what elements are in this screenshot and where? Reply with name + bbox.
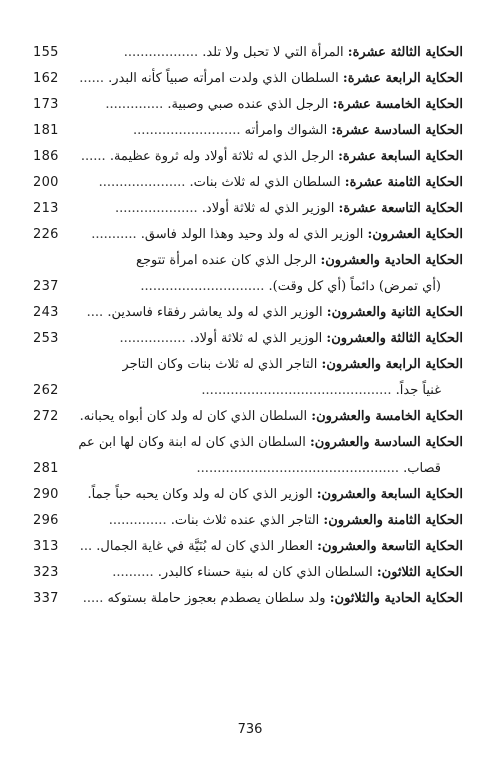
entry-text: [91, 222, 463, 248]
leader-dots: ................: [119, 331, 190, 346]
entry-text: [201, 378, 441, 404]
page-number: 162: [33, 71, 59, 86]
toc-entry-continuation: [33, 378, 463, 404]
tale-title: الحكاية الثالثة والعشرون:: [326, 331, 463, 346]
page-number: 200: [33, 175, 59, 190]
tale-title: الحكاية الثالثة عشرة:: [347, 45, 463, 60]
toc-entry: [33, 300, 463, 326]
entry-text: [115, 196, 463, 222]
tale-description: السلطان الذي ولدت امرأته صبياً كأنه البدر.: [108, 71, 343, 86]
table-of-contents: [33, 40, 463, 612]
toc-entry: [33, 352, 463, 378]
page-number: 226: [33, 227, 59, 242]
toc-entry: [33, 508, 463, 534]
tale-title: الحكاية الثانية والعشرون:: [326, 305, 463, 320]
page-number: 213: [33, 201, 59, 216]
tale-description: المرأة التي لا تحبل ولا تلد.: [202, 45, 348, 60]
tale-title: الحكاية السادسة والعشرون:: [309, 435, 463, 450]
tale-description: التاجر الذي له ثلاث بنات وكان التاجر: [122, 357, 322, 372]
leader-dots: .....: [82, 591, 108, 606]
toc-entry: [33, 118, 463, 144]
tale-description: الوزير الذي له ولد يعاشر رفقاء فاسدين.: [107, 305, 327, 320]
tale-title: الحكاية الحادية والعشرون:: [320, 253, 463, 268]
entry-text: [136, 248, 463, 274]
tale-title: الحكاية التاسعة عشرة:: [338, 201, 463, 216]
page-number: 173: [33, 97, 59, 112]
tale-description: الوزير الذي كان له ولد وكان يحبه حباً جماً.: [87, 487, 317, 502]
entry-text: [112, 560, 463, 586]
entry-text: [140, 274, 441, 300]
toc-entry: [33, 404, 463, 430]
entry-text: [78, 430, 463, 456]
tale-description: الشواك وامرأته: [244, 123, 332, 138]
tale-title: الحكاية العشرون:: [367, 227, 463, 242]
tale-title: الحكاية الثامنة عشرة:: [344, 175, 463, 190]
page-number: 181: [33, 123, 59, 138]
entry-text: [133, 118, 463, 144]
entry-text: [122, 352, 463, 378]
page-number: 313: [33, 539, 59, 554]
tale-description: السلطان الذي كان له ابنة وكان لها ابن عم: [78, 435, 310, 450]
leader-dots: ..............: [108, 513, 171, 528]
entry-text: [80, 404, 463, 430]
toc-entry: [33, 430, 463, 456]
leader-dots: ..............: [105, 97, 168, 112]
toc-entry-continuation: [33, 274, 463, 300]
page-number: 337: [33, 591, 59, 606]
page-number: 281: [33, 461, 59, 476]
entry-text: [197, 456, 441, 482]
toc-entry: [33, 586, 463, 612]
tale-description: الوزير الذي له ولد وحيد وهذا الولد فاسق.: [140, 227, 368, 242]
entry-text: [87, 300, 463, 326]
page-number: 262: [33, 383, 59, 398]
tale-description: غنياً جداً.: [395, 383, 441, 398]
page-number: 323: [33, 565, 59, 580]
page-number: 155: [33, 45, 59, 60]
leader-dots: ..............................................: [201, 383, 396, 398]
leader-dots: ....: [86, 305, 108, 320]
toc-entry: [33, 482, 463, 508]
leader-dots: ....................: [115, 201, 202, 216]
toc-entry: [33, 170, 463, 196]
leader-dots: .................................................: [196, 461, 404, 476]
page-number: 296: [33, 513, 59, 528]
leader-dots: ......: [80, 149, 110, 164]
toc-entry: [33, 560, 463, 586]
folio-page-number: 736: [237, 722, 263, 737]
toc-entry: [33, 40, 463, 66]
tale-title: الحكاية الثلاثون:: [376, 565, 463, 580]
page-number: 243: [33, 305, 59, 320]
tale-description: الوزير الذي له ثلاثة أولاد.: [201, 201, 339, 216]
leader-dots: ..........................: [133, 123, 245, 138]
tale-description: قصاب.: [403, 461, 441, 476]
entry-text: [83, 586, 463, 612]
leader-dots: .....................: [98, 175, 190, 190]
tale-description: السلطان الذي كان له ولد كان أبواه يحبانه.: [79, 409, 312, 424]
toc-entry: [33, 66, 463, 92]
toc-entry: [33, 326, 463, 352]
toc-entry-continuation: [33, 456, 463, 482]
leader-dots: ..............................: [140, 279, 269, 294]
leader-dots: ...: [79, 539, 97, 554]
entry-text: [87, 482, 463, 508]
entry-text: [79, 66, 463, 92]
tale-description: الرجل الذي كان عنده امرأة تتوجع: [136, 253, 321, 268]
tale-title: الحكاية السابعة عشرة:: [338, 149, 463, 164]
entry-text: [119, 326, 463, 352]
toc-entry: [33, 248, 463, 274]
toc-entry: [33, 534, 463, 560]
toc-entry: [33, 144, 463, 170]
page-number: 253: [33, 331, 59, 346]
tale-title: الحكاية الخامسة والعشرون:: [311, 409, 463, 424]
tale-description: السلطان الذي له ثلاث بنات.: [189, 175, 345, 190]
tale-description: ولد سلطان يصطدم بعجوز حاملة بستوكه: [107, 591, 330, 606]
entry-text: [124, 40, 463, 66]
page-number: 272: [33, 409, 59, 424]
tale-title: الحكاية الرابعة عشرة:: [342, 71, 463, 86]
toc-entry: [33, 92, 463, 118]
page-number: 186: [33, 149, 59, 164]
entry-text: [105, 92, 463, 118]
tale-title: الحكاية التاسعة والعشرون:: [317, 539, 463, 554]
leader-dots: ..................: [123, 45, 203, 60]
toc-entry: [33, 222, 463, 248]
entry-text: [99, 170, 463, 196]
tale-title: الحكاية الثامنة والعشرون:: [323, 513, 463, 528]
toc-entry: [33, 196, 463, 222]
tale-title: الحكاية الحادية والثلاثون:: [329, 591, 463, 606]
tale-description: السلطان الذي كان له بنية حسناء كالبدر.: [157, 565, 377, 580]
tale-title: الحكاية الرابعة والعشرون:: [321, 357, 463, 372]
entry-text: [81, 144, 463, 170]
tale-description: العطار الذي كان له بُنَيَّة في غاية الجمال.: [96, 539, 318, 554]
page-number: 290: [33, 487, 59, 502]
leader-dots: ......: [79, 71, 109, 86]
entry-text: [80, 534, 463, 560]
tale-description: الرجل الذي له ثلاثة أولاد وله ثروة عظيمة.: [109, 149, 339, 164]
leader-dots: ...........: [91, 227, 141, 242]
tale-description: الوزير الذي له ثلاثة أولاد.: [189, 331, 327, 346]
page-number: 237: [33, 279, 59, 294]
tale-description: (أي تمرض) دائماً (أي كل وقت).: [268, 279, 441, 294]
tale-title: الحكاية السادسة عشرة:: [331, 123, 463, 138]
tale-title: الحكاية السابعة والعشرون:: [316, 487, 463, 502]
leader-dots: ..........: [112, 565, 158, 580]
tale-title: الحكاية الخامسة عشرة:: [332, 97, 463, 112]
entry-text: [109, 508, 463, 534]
tale-description: التاجر الذي عنده ثلاث بنات.: [170, 513, 324, 528]
tale-description: الرجل الذي عنده صبي وصبية.: [167, 97, 333, 112]
